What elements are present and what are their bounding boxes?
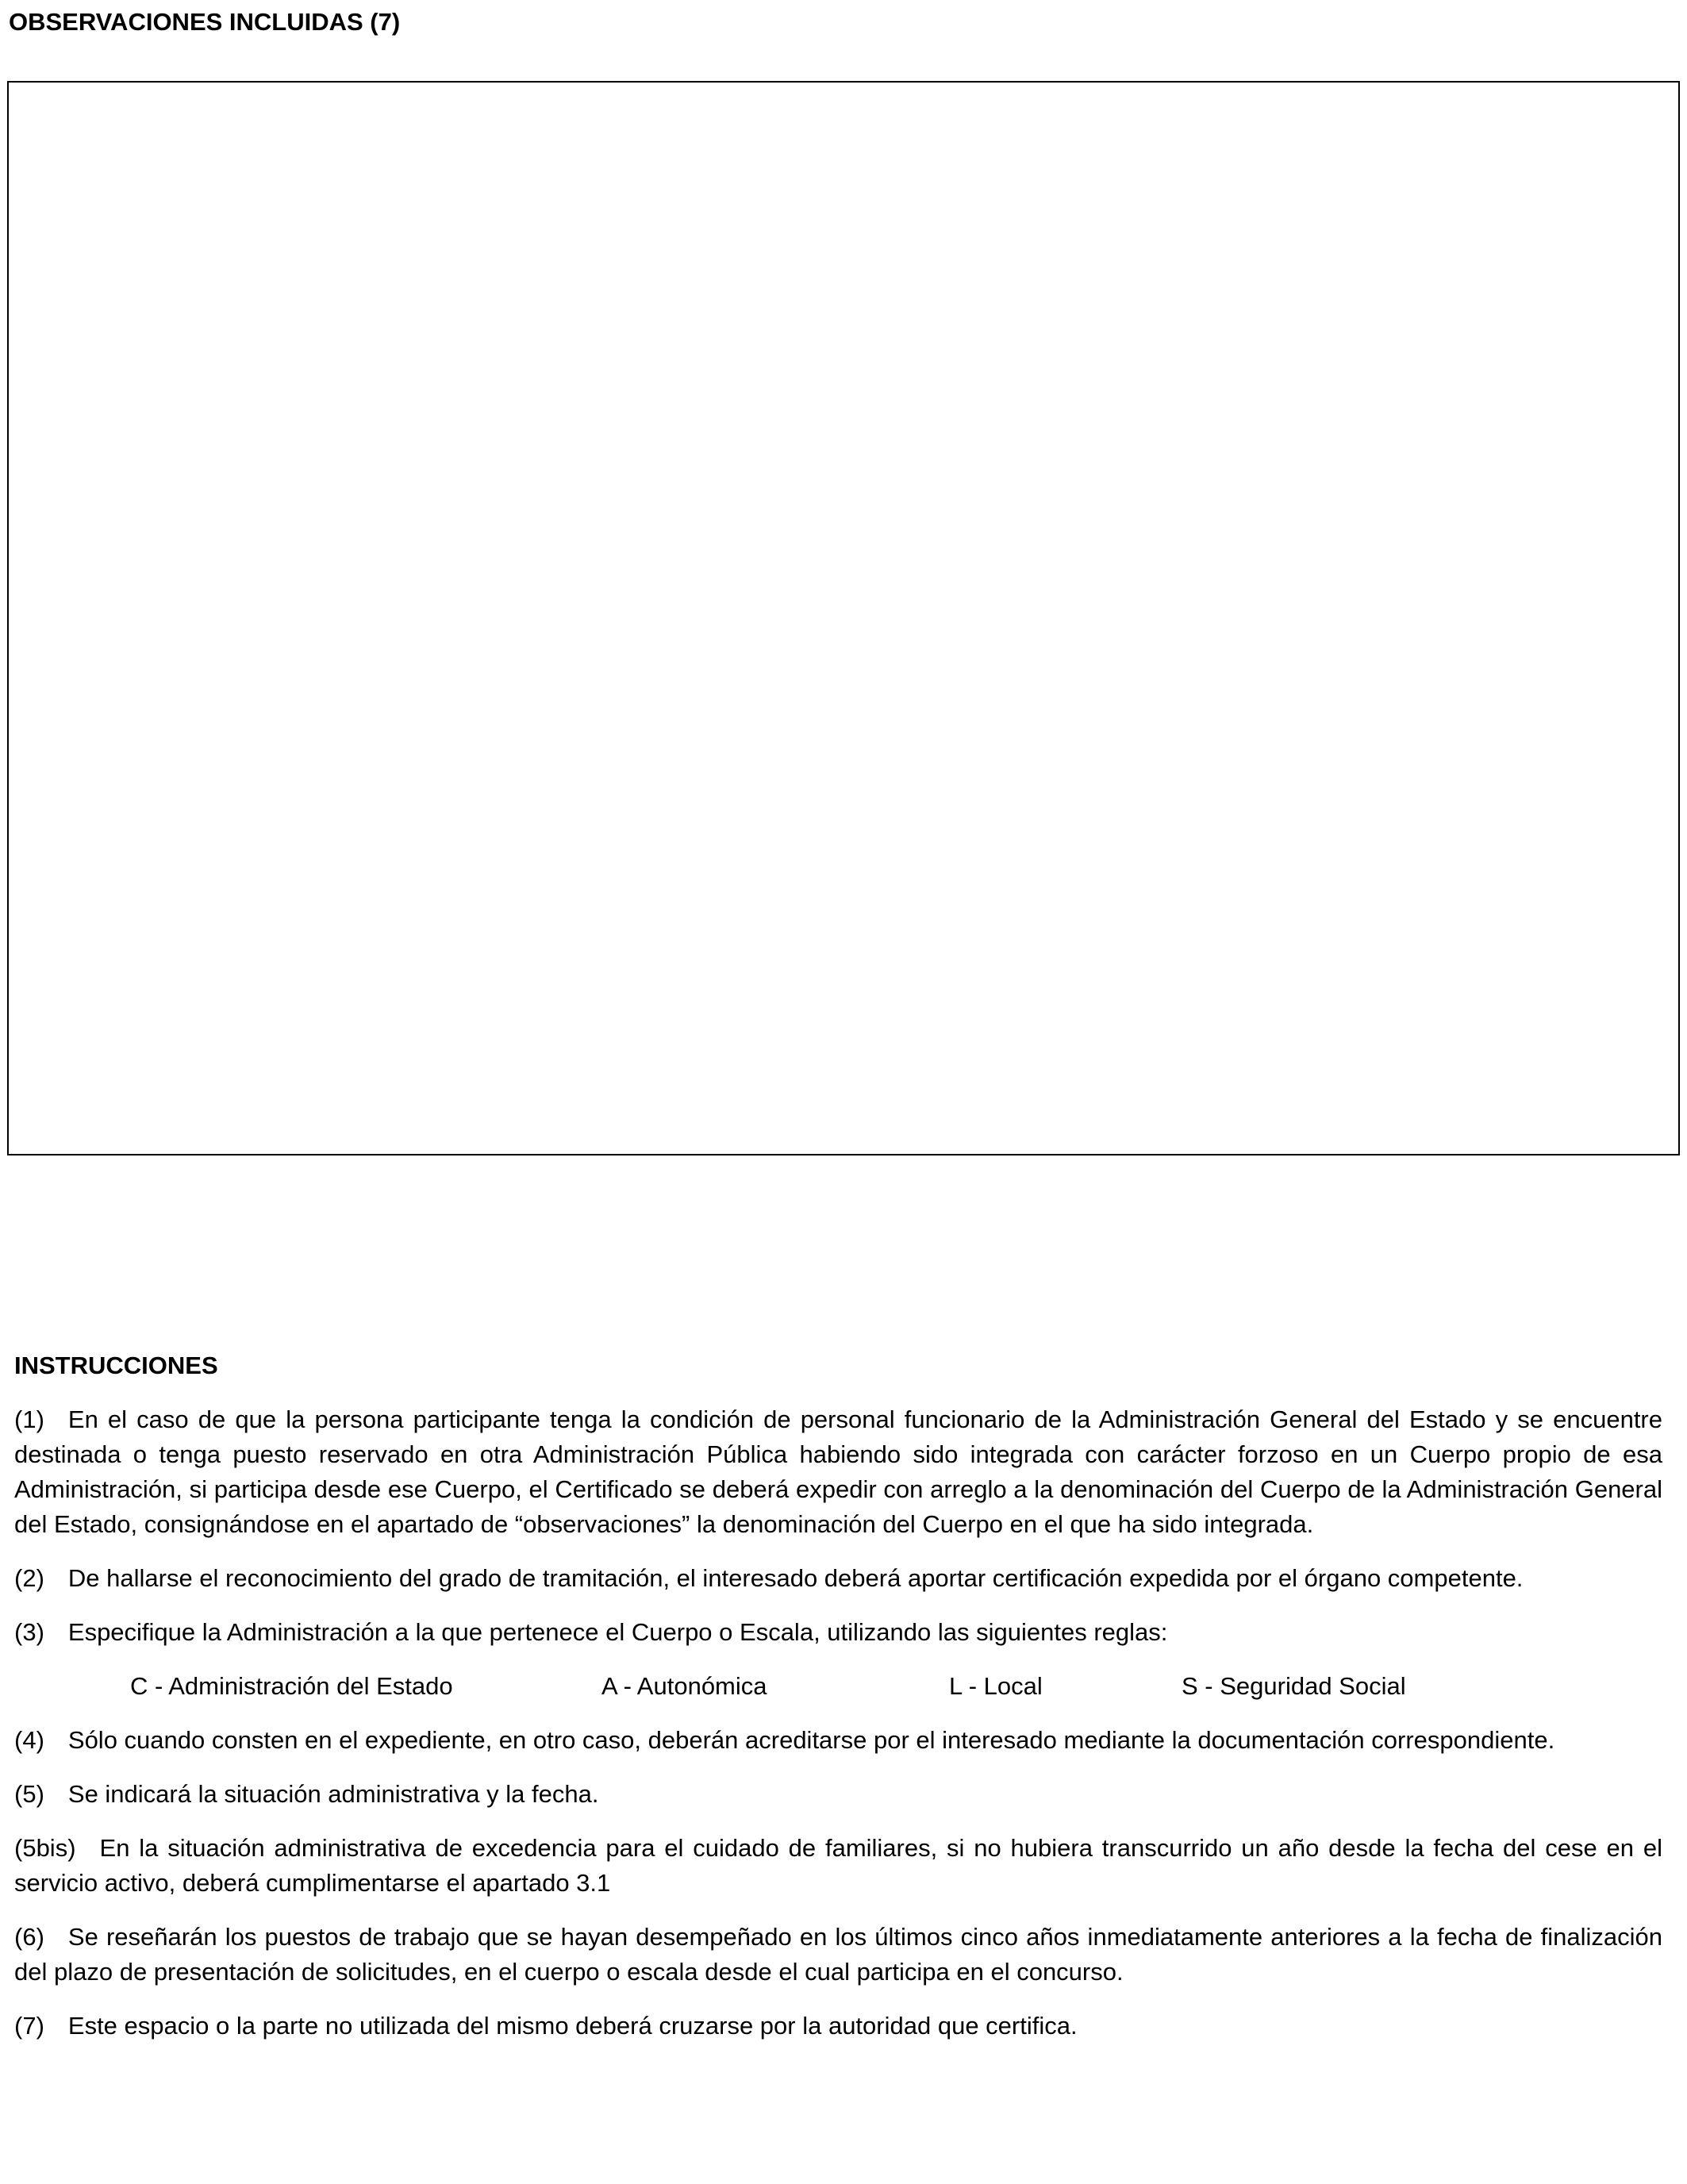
instrucciones-section [14, 1350, 1662, 2063]
admin-code-autonomica: A - Autonómica [601, 1672, 767, 1700]
note-text: En la situación administrativa de excedencia para el cuidado de familiares, si no hubiera transcurrido un año desde la fecha del cese en el servicio activo, deberá cumplimentarse el apartado 3.1 [14, 1834, 1662, 1897]
instruction-note-5 [14, 1777, 1662, 1812]
admin-codes-row [14, 1669, 1662, 1704]
admin-code-estado: C - Administración del Estado [130, 1672, 453, 1700]
note-text: Se reseñarán los puestos de trabajo que se hayan desempeñado en los últimos cinco años inmediatamente anteriores a la fecha de finalización del plazo de presentación de solicitudes, en el cuerpo o escala desde el cual participa en el concurso. [14, 1923, 1662, 1986]
note-text: Sólo cuando consten en el expediente, en otro caso, deberán acreditarse por el interesado mediante la documentación correspondiente. [67, 1726, 1555, 1754]
note-number: (5) [14, 1780, 44, 1808]
observaciones-title: OBSERVACIONES INCLUIDAS (7) [9, 8, 401, 36]
instruction-note-3 [14, 1615, 1662, 1650]
note-number: (7) [14, 2012, 44, 2040]
note-number: (4) [14, 1726, 44, 1754]
note-number: (5bis) [14, 1834, 76, 1862]
instrucciones-title: INSTRUCCIONES [14, 1352, 218, 1379]
instruction-note-4 [14, 1723, 1662, 1758]
instruction-note-6 [14, 1920, 1662, 1990]
admin-code-local: L - Local [949, 1672, 1043, 1700]
instruction-note-1 [14, 1402, 1662, 1542]
instruction-note-7 [14, 2009, 1662, 2044]
instruction-note-5bis [14, 1831, 1662, 1901]
note-number: (2) [14, 1564, 44, 1592]
note-text: Este espacio o la parte no utilizada del mismo deberá cruzarse por la autoridad que certifica. [67, 2012, 1078, 2040]
note-text: De hallarse el reconocimiento del grado de tramitación, el interesado deberá aportar certificación expedida por el órgano competente. [67, 1564, 1524, 1592]
note-number: (3) [14, 1618, 44, 1646]
note-text: Se indicará la situación administrativa y la fecha. [67, 1780, 599, 1808]
note-text: Especifique la Administración a la que pertenece el Cuerpo o Escala, utilizando las siguientes reglas: [67, 1618, 1168, 1646]
admin-code-seguridad-social: S - Seguridad Social [1182, 1672, 1406, 1700]
note-text: En el caso de que la persona participante tenga la condición de personal funcionario de la Administración General del Estado y se encuentre destinada o tenga puesto reservado en otra Administración Pública habiendo sido integrada con carácter forzoso en un Cuerpo propio de esa Administración, si participa desde ese Cuerpo, el Certificado se deberá expedir con arreglo a la denominación del Cuerpo de la Administración General del Estado, consignándose en el apartado de “observaciones” la denominación del Cuerpo en el que ha sido integrada. [14, 1405, 1662, 1538]
instruction-note-2 [14, 1561, 1662, 1596]
note-number: (1) [14, 1405, 44, 1433]
note-number: (6) [14, 1923, 44, 1951]
observaciones-box [7, 81, 1680, 1155]
